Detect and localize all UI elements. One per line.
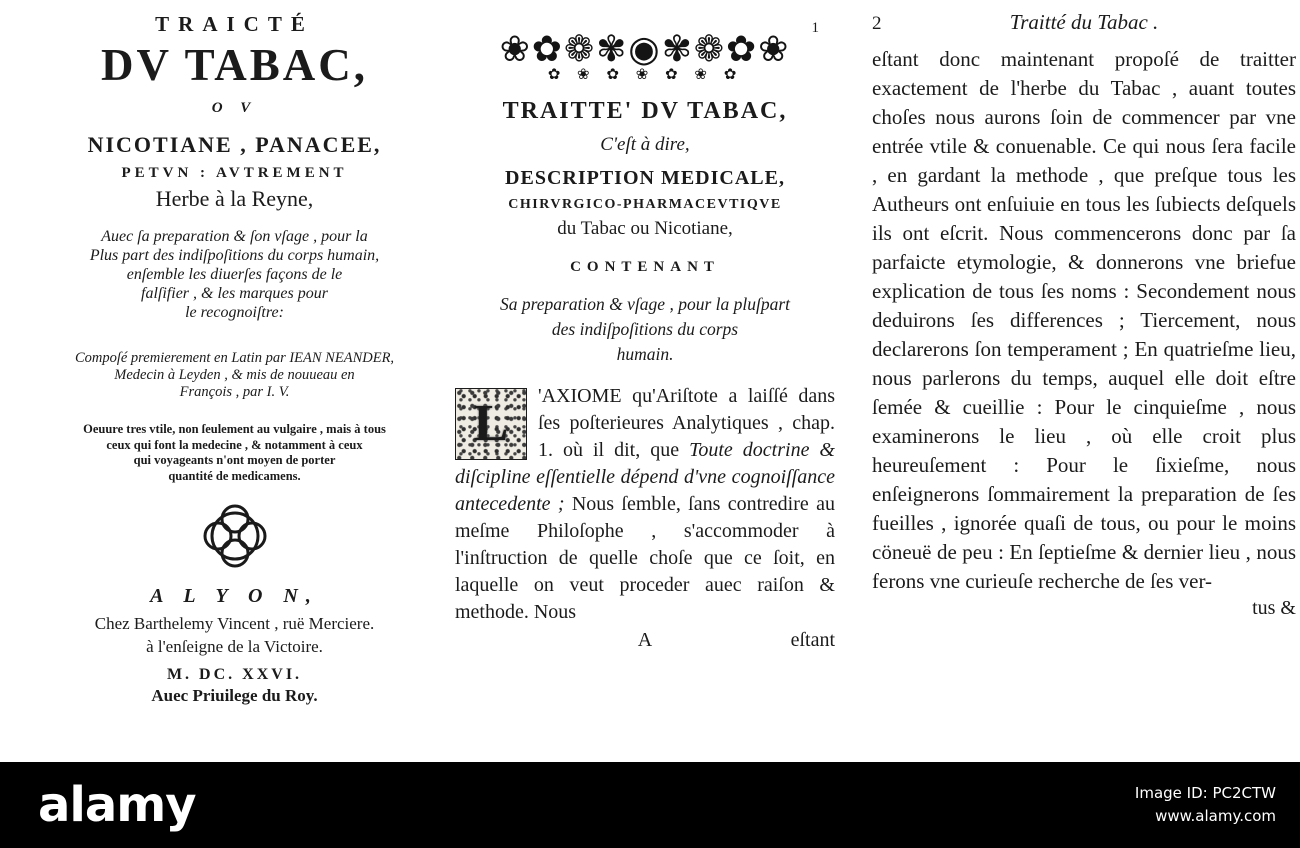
signature-mark: A bbox=[637, 629, 653, 651]
signature-row bbox=[455, 629, 835, 652]
author-line: François , par I. V. bbox=[179, 384, 290, 400]
page-two bbox=[872, 10, 1296, 620]
knot-ornament-icon bbox=[193, 494, 277, 578]
printers-device-ornament bbox=[22, 493, 447, 579]
description-line: le recognoiſtre: bbox=[185, 304, 284, 321]
subtitle-herbe: Herbe à la Reyne, bbox=[155, 186, 314, 211]
usefulness-note-block bbox=[22, 422, 447, 484]
contenant-heading: CONTENANT bbox=[570, 259, 720, 275]
description-line: Auec ſa preparation & ſon vſage , pour la bbox=[101, 228, 368, 245]
catchword: tus & bbox=[1252, 597, 1296, 619]
description-block bbox=[22, 227, 447, 322]
imprint-publisher bbox=[22, 612, 447, 658]
subtitle-du-tabac: du Tabac ou Nicotiane, bbox=[557, 218, 733, 239]
body-text-quote: Toute doctrine & diſcipline eſſentielle dépend d'vne cognoiſſance antecedente ; bbox=[455, 439, 835, 515]
body-paragraph: eſtant donc maintenant propoſé de traitter exactement de l'herbe du Tabac , auant toutes choſes nous aurons ſoin de commencer par vne entrée vtile & conuenable. Ce qui nous ſera facile , en gardant la methode , que preſque tous les Autheurs ont enſuiuie en tous les ſubiects deſquels ils ont eſcrit. Nous commencerons donc par ſa parfaicte etymologie, & donnerons vne briefue explication de tous ſes noms : Secondement nous deduirons ſes differences ; Tiercement, nous declarerons ſon temperament ; En quatrieſme lieu, nous parlerons du temps, auquel elle doit eſtre ſemée & cueillie : Pour le cinquieſme , nous examinerons le lieu , où elle croit plus heureuſement : Pour le ſixieſme, nous enſeignerons ſommairement la preparation de ſes fueilles , ignorée quaſi de tous, ou pour le moins cöneuë de peu : En ſeptieſme & dernier lieu , nous ferons vne curieuſe recherche de ſes ver- bbox=[872, 47, 1296, 593]
summary-block bbox=[455, 292, 835, 367]
privilege-line: Auec Priuilege du Roy. bbox=[151, 686, 318, 705]
summary-line: des indiſpoſitions du corps bbox=[551, 319, 739, 339]
page-number: 1 bbox=[811, 20, 819, 36]
chapter-title: TRAITTE' DV TABAC, bbox=[502, 98, 788, 124]
imprint-date: M. DC. XXVI. bbox=[166, 666, 303, 683]
watermark-info bbox=[1135, 782, 1276, 828]
headpiece-ornament-row: ✿ ❀ ✿ ❀ ✿ ❀ ✿ bbox=[547, 65, 743, 83]
title-ou: O V bbox=[211, 100, 258, 116]
subtitle-petun: PETVN : AVTREMENT bbox=[121, 165, 348, 181]
summary-line: humain. bbox=[616, 344, 674, 364]
description-line: enſemble les diuerſes façons de le bbox=[126, 266, 343, 283]
signature-spacer bbox=[455, 629, 582, 652]
author-block bbox=[22, 350, 447, 401]
catchword: eſtant bbox=[790, 629, 836, 651]
body-paragraph bbox=[455, 383, 835, 626]
subtitle-description-medicale: DESCRIPTION MEDICALE, bbox=[505, 167, 785, 189]
alamy-logo: alamy bbox=[38, 777, 196, 833]
author-line: Compoſé premierement en Latin par IEAN NEANDER, bbox=[74, 350, 395, 366]
book-title-main: DV TABAC, bbox=[100, 40, 369, 90]
page-one bbox=[455, 12, 835, 652]
page-number: 2 bbox=[872, 13, 882, 34]
subtitle-cest-a-dire: C'eſt à dire, bbox=[600, 134, 690, 155]
title-page bbox=[22, 12, 447, 706]
dropcap-letter: L bbox=[473, 395, 509, 452]
body-text-part: Nous ſemble, ſans contredire au meſme Philoſophe , s'accommoder à l'inſtruction de quelle choſe que ce ſoit, en laquelle on veut proceder auec raiſon & methode. Nous bbox=[455, 493, 835, 623]
note-line: qui voyageants n'ont moyen de porter bbox=[133, 453, 336, 467]
imprint-city: A L Y O N, bbox=[150, 585, 319, 607]
description-line: falſifier , & les marques pour bbox=[141, 285, 328, 302]
description-line: Plus part des indiſpoſitions du corps humain, bbox=[89, 247, 380, 264]
publisher-line: Chez Barthelemy Vincent , ruë Merciere. bbox=[94, 614, 375, 633]
publisher-line: à l'enſeigne de la Victoire. bbox=[146, 637, 323, 656]
watermark-bar bbox=[0, 762, 1300, 848]
summary-line: Sa preparation & vſage , pour la pluſpart bbox=[499, 294, 791, 314]
dropcap-initial bbox=[455, 388, 527, 460]
body-text-part: 'AXIOME qu'Ariſtote a laiſſé dans ſes poſterieures Analytiques , chap. 1. où il dit, que bbox=[538, 385, 835, 461]
subtitle-nicotiane: NICOTIANE , PANACEE, bbox=[87, 132, 382, 157]
running-title: Traitté du Tabac . bbox=[1009, 10, 1159, 34]
running-header bbox=[872, 10, 1296, 35]
note-line: ceux qui font la medecine , & notamment à ceux bbox=[106, 437, 363, 452]
subtitle-chirurgico: CHIRVRGICO-PHARMACEVTIQVE bbox=[508, 197, 782, 212]
alamy-url: www.alamy.com bbox=[1155, 807, 1276, 825]
headpiece-ornament-row: ❀✿❁✾◉✾❁✿❀ bbox=[499, 29, 791, 70]
headpiece-ornament bbox=[455, 30, 835, 82]
book-title-word: TRAICTÉ bbox=[155, 12, 314, 36]
image-id: Image ID: PC2CTW bbox=[1134, 784, 1276, 802]
note-line: quantité de medicamens. bbox=[168, 468, 301, 483]
note-line: Oeuure tres vtile, non ſeulement au vulgaire , mais à tous bbox=[83, 422, 386, 436]
author-line: Medecin à Leyden , & mis de nouueau en bbox=[114, 367, 355, 383]
